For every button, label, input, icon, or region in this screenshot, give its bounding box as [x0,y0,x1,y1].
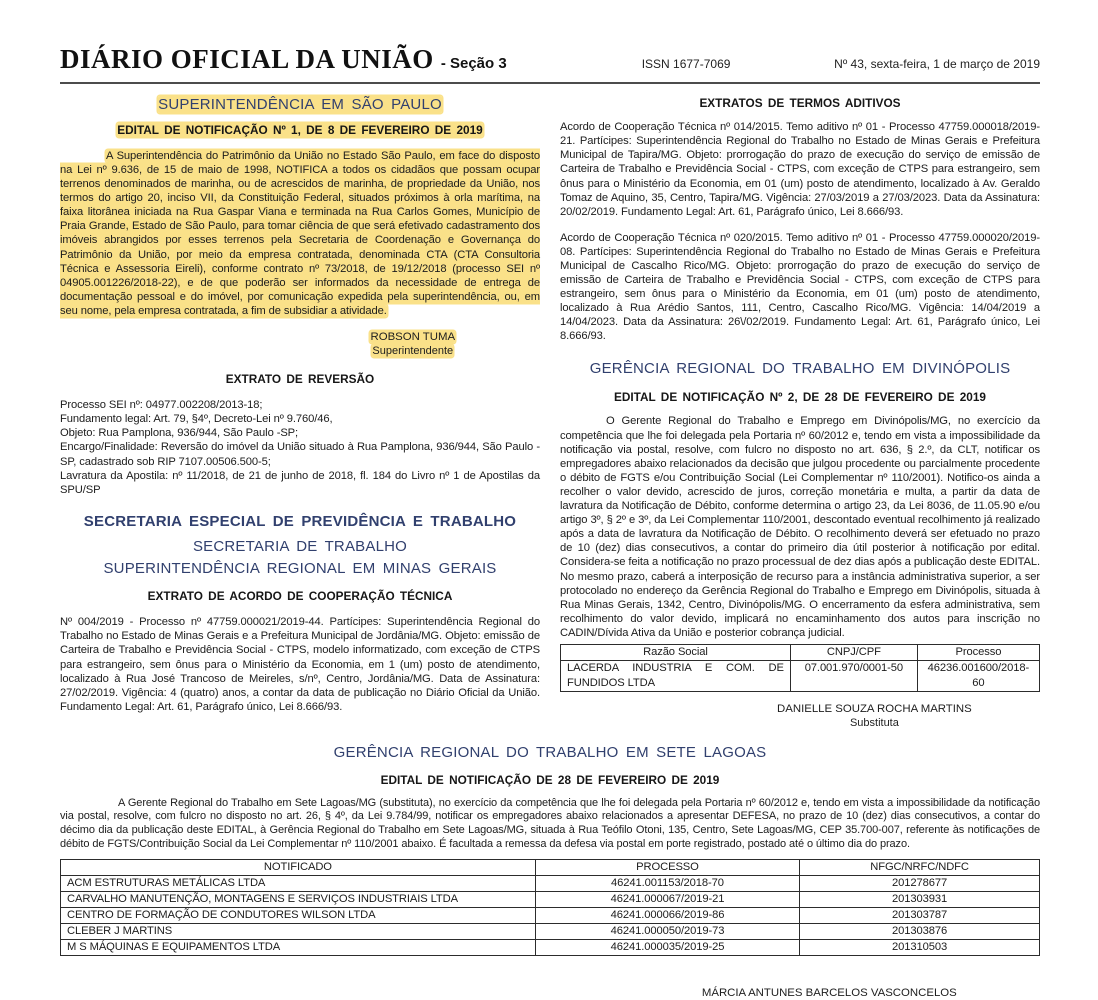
cell-notificado: CLEBER J MARTINS [61,924,536,940]
cell-processo: 46241.000035/2019-25 [535,940,799,956]
table-row [61,876,1040,892]
sete-lagoas-table [60,859,1040,956]
cell-notificado: M S MÁQUINAS E EQUIPAMENTOS LTDA [61,940,536,956]
aditivo-para-2: Acordo de Cooperação Técnica nº 020/2015. Temo aditivo nº 01 - Processo 47759.000020/2019-08. Partícipes: Superintendência Regional do Trabalho no Estado de Minas Gerais e Prefeitura Municipal de Cascalho Rico/MG. Objeto: prorrogação do prazo de execução do serviço de emissão de Carteira de Trabalho e Previdência Social - CTPS, com exceção de CTPS para estrangeiro, sem ônus para o Ministério da Economia, em 01 (um) posto de atendimento, localizado à Rua Arédio Santos, 111, Centro, Cascalho Rico/MG. Vigência: 14/04/2019 a 14/04/2023. Data da Assinatura: 26\/02/2019. Fundamento Legal: Art. 61, Parágrafo único, Lei 8.666/93. [560,231,1040,343]
col-header-processo: PROCESSO [535,860,799,876]
cell-processo: 46241.000050/2019-73 [535,924,799,940]
extrato-acordo-title: EXTRATO DE ACORDO DE COOPERAÇÃO TÉCNICA [147,589,453,604]
cell-processo: 46241.000066/2019-86 [535,908,799,924]
col-header-cnpj-cpf: CNPJ/CPF [790,644,917,660]
sp-edital-title: EDITAL DE NOTIFICAÇÃO Nº 1, DE 8 DE FEVEREIRO DE 2019 [117,122,483,137]
sp-signature [60,330,540,358]
sete-lagoas-edital-body: A Gerente Regional do Trabalho em Sete Lagoas/MG (substituta), no exercício da competência que lhe foi delegada pela Portaria nº 60/2012 e, tendo em vista a impossibilidade da notificação via postal, resolve, com fulcro no disposto no art. 26, § 4º, da Lei 9.784/99, notificar os empregadores abaixo relacionados a apresentar DEFESA, no prazo de 10 (dez) dias consecutivos, a contar do décimo dia da publicação deste EDITAL, à Gerência Regional do Trabalho em Sete Lagoas/MG, situada à Rua Teófilo Otoni, 135, Centro, Sete Lagoas/MG, CEP 35.700-007, referente às notificações de débito de FGTS/Contribuição Social da Lei Complementar nº 110/2001 abaixo. É facultada a remessa da defesa via postal em porte registrado, postado até o último dia do prazo. [60,796,1040,850]
signatory-role: Superintendente [372,345,454,358]
aditivo-para-1: Acordo de Cooperação Técnica nº 014/2015. Temo aditivo nº 01 - Processo 47759.000018/2019-21. Partícipes: Superintendência Regional do Trabalho no Estado de Minas Gerais e Prefeitura Municipal de Tapira/MG. Objeto: prorrogação do prazo de execução do serviço de emissão de Carteira de Trabalho e Previdência Social - CTPS, com exceção de CTPS para estrangeiro, sem ônus para o Ministério da Economia, em 01 (um) posto de atendimento, localizado à Av. Geraldo Tomaz de Aquino, 35, Centro, Tapira/MG. Vigência: 27/03/2019 a 27/03/2023. Data da Assinatura: 20/02/2019. Fundamento Legal: Art. 61, Parágrafo único, Lei 8.666/93. [560,121,1040,218]
sete-lagoas-section [60,744,1040,1000]
cell-processo: 46236.001600/2018-60 [917,660,1039,691]
cell-razao-social: LACERDA INDUSTRIA E COM. DE FUNDIDOS LTDA [561,660,791,691]
cell-nfgc: 201310503 [800,940,1040,956]
reversao-line: Fundamento legal: Art. 79, §4º, Decreto-Lei nº 9.760/46, [60,413,333,426]
sp-edital-body: A Superintendência do Patrimônio da União no Estado São Paulo, em face do disposto na Lei nº 9.636, de 15 de maio de 1998, NOTIFICA a todos os cidadãos que possam ocupar terrenos denominados de marinha, ou de acrescidos de marinha, de propriedade da União, nos termos do artigo 20, inciso VII, da Constituição Federal, situados próximos à orla marítima, na faixa litorânea iniciada na Rua Gaspar Viana e terminada na Rua Carlos Gomes, Município de Praia Grande, Estado de São Paulo, para tomar ciência de que será efetivado cadastramento dos imóveis abrangidos por esses terrenos pela Secretaria de Coordenação e Governança do Patrimônio da União, por meio da empresa contratada, denominada CTA (CTA Consultoria Técnica e Assessoria Eireli), conforme contrato nº 73/2018, de 19/12/2018 (processo SEI nº 04905.001226/2018-22), e de que poderão ser informados da necessidade de entrega de documentação pessoal e do imóvel, por comunicação expedida pela superintendência, ou, em seu nome, pela empresa contratada, a fim de subsidiar a atividade. [60,149,540,317]
cell-nfgc: 201303787 [800,908,1040,924]
reversao-line: Objeto: Rua Pamplona, 936/944, São Paulo -SP; [60,427,299,440]
col-header-processo: Processo [917,644,1039,660]
reversao-line: Encargo/Finalidade: Reversão do imóvel da União situado à Rua Pamplona, 936/944, São Paulo -SP, cadastrado sob RIP 7107.00506.500-5; [60,441,540,468]
cell-nfgc: 201278677 [800,876,1040,892]
reversao-body [60,398,540,497]
col-header-notificado: NOTIFICADO [61,860,536,876]
col-header-razao-social: Razão Social [561,644,791,660]
sete-lagoas-heading: GERÊNCIA REGIONAL DO TRABALHO EM SETE LAGOAS [333,743,767,761]
signatory-role: Substituta [849,716,899,729]
table-row [561,660,1040,691]
masthead-divider [60,82,1040,84]
cell-nfgc: 201303876 [800,924,1040,940]
sete-lagoas-signature [60,986,1040,1000]
cell-cnpj-cpf: 07.001.970/0001-50 [790,660,917,691]
table-row [61,892,1040,908]
reversao-line: Processo SEI nº: 04977.002208/2013-18; [60,399,263,412]
cell-processo: 46241.000067/2019-21 [535,892,799,908]
divinopolis-edital-body: O Gerente Regional do Trabalho e Emprego em Divinópolis/MG, no exercício da competência que lhe foi delegada pela Portaria nº 60/2012 e, tendo em vista a impossibilidade da notificação via postal, resolve, com fulcro no disposto no art. 636, § 2.º, da CLT, notificar os empregadores abaixo relacionados da decisão que julgou procedente ou parcialmente procedente o débito de FGTS e/ou Contribuição Social (Lei Complementar nº 110/2001). Notifico-os ainda a recolher o valor devido, acrescido de juros, correção monetária e multa, a partir da data de lavratura da Notificação de Débito, conforme determina o artigo 23, da Lei 8036, de 11.05.90 e/ou artigo 3º, § 2º e 3º, da Lei Complementar 110/2001, descontado eventual recolhimento já realizado após a data de lavratura da Notificação de Débito. O recolhimento deverá ser efetuado no prazo de 10 (dez) dias consecutivos, a contar do primeiro dia útil posterior à notificação por edital. Considera-se feita a notificação no prazo processual de dez dias após a publicação deste EDITAL. No mesmo prazo, caberá a interposição de recurso para a instância administrativa superior, a ser protocolado no endereço da Gerência Regional do Trabalho e Emprego em Divinópolis, situada à Rua Minas Gerais, 1342, Centro, Divinópolis/MG. O encerramento da esfera administrativa, sem recolhimento do valor devido, implicará no encaminhamento dos autos para inscrição no CADIN/Dívida Ativa da União e posterior cobrança judicial. [560,415,1040,639]
issn-number: ISSN 1677-7069 [641,57,731,71]
signatory-name: MÁRCIA ANTUNES BARCELOS VASCONCELOS [701,987,957,1000]
divinopolis-signature [560,702,1040,730]
right-column [560,96,1040,730]
two-column-layout [60,96,1040,730]
termos-aditivos-heading: EXTRATOS DE TERMOS ADITIVOS [699,96,901,110]
sete-lagoas-edital-title: EDITAL DE NOTIFICAÇÃO DE 28 DE FEVEREIRO DE 2019 [380,772,720,787]
secretaria-trabalho-heading: SECRETARIA DE TRABALHO [192,537,408,555]
cell-notificado: ACM ESTRUTURAS METÁLICAS LTDA [61,876,536,892]
reversao-line: Lavratura da Apostila: nº 11/2018, de 21 de junho de 2018, fl. 184 do Livro nº 1 de Apostilas da SPU/SP [60,469,540,496]
table-row [61,908,1040,924]
publication-title: DIÁRIO OFICIAL DA UNIÃO [60,44,434,74]
signatory-name: ROBSON TUMA [370,331,456,344]
cell-processo: 46241.001153/2018-70 [535,876,799,892]
cell-notificado: CARVALHO MANUTENÇÃO, MONTAGENS E SERVIÇOS INDUSTRIAIS LTDA [61,892,536,908]
divinopolis-heading: GERÊNCIA REGIONAL DO TRABALHO EM DIVINÓPOLIS [589,359,1011,377]
sp-superintendence-heading: SUPERINTENDÊNCIA EM SÃO PAULO [158,96,442,113]
signatory-name: DANIELLE SOUZA ROCHA MARTINS [777,702,972,715]
divinopolis-table [560,644,1040,692]
col-header-nfgc: NFGC/NRFC/NDFC [800,860,1040,876]
divinopolis-edital-title: EDITAL DE NOTIFICAÇÃO Nº 2, DE 28 DE FEVEREIRO DE 2019 [614,390,986,405]
cell-nfgc: 201303931 [800,892,1040,908]
masthead [60,44,1040,75]
table-row [61,924,1040,940]
superintendencia-mg-heading: SUPERINTENDÊNCIA REGIONAL EM MINAS GERAIS [103,560,497,578]
table-row [61,940,1040,956]
extrato-acordo-body: Nº 004/2019 - Processo nº 47759.000021/2019-44. Partícipes: Superintendência Regional do Trabalho no Estado de Minas Gerais e a Prefeitura Municipal de Jordânia/MG. Objeto: emissão de Carteira de Trabalho e Previdência Social - CTPS, modelo informatizado, com exceção de CTPS para estrangeiro, sem ônus para o Ministério da Economia, em 1 (um) posto de atendimento, localizado à Rua José Trancoso de Meireles, s/nº, Centro, Jordânia/MG. Data de Assinatura: 27/02/2019. Vigência: 4 (quatro) anos, a contar da data de publicação no Diário Oficial da União. Fundamento Legal: Art. 61, Parágrafo único, Lei 8.666/93. [60,616,540,713]
edition-info: Nº 43, sexta-feira, 1 de março de 2019 [834,57,1040,71]
reversao-heading: EXTRATO DE REVERSÃO [225,372,375,387]
left-column [60,96,540,730]
table-header-row [561,644,1040,660]
cell-notificado: CENTRO DE FORMAÇÃO DE CONDUTORES WILSON LTDA [61,908,536,924]
table-header-row [61,860,1040,876]
secretaria-especial-heading: SECRETARIA ESPECIAL DE PREVIDÊNCIA E TRABALHO [83,512,517,530]
section-label: - Seção 3 [440,55,507,72]
